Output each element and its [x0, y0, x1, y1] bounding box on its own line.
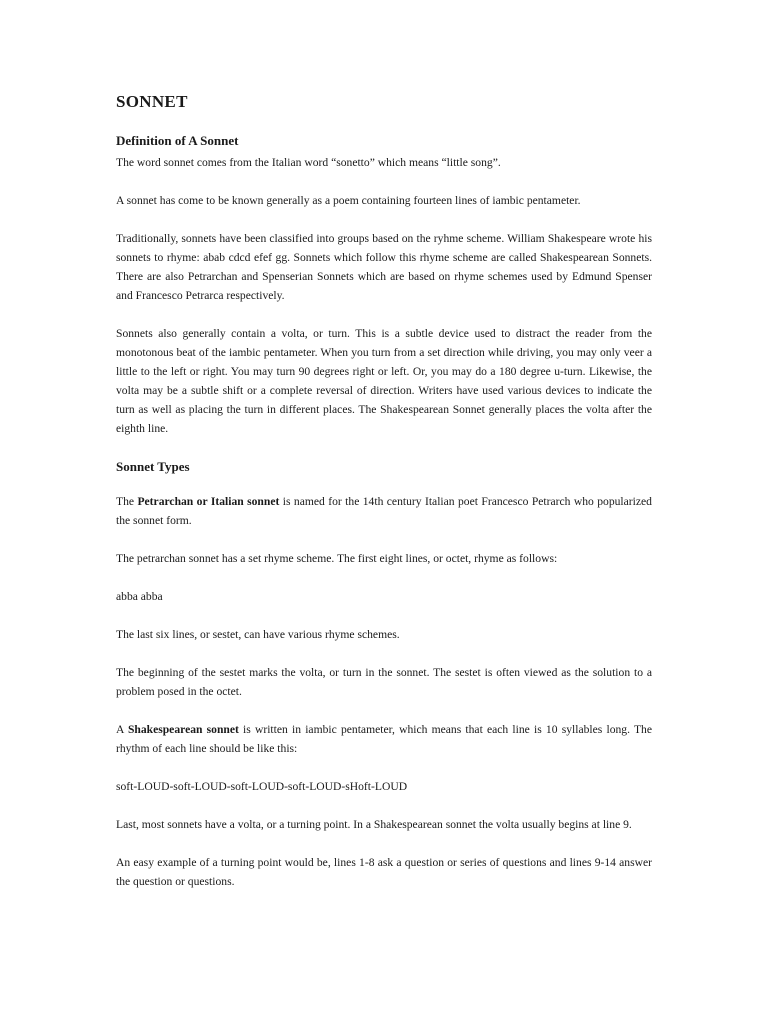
paragraph-sestet: The last six lines, or sestet, can have various rhyme schemes. — [116, 628, 400, 641]
paragraph-petrarchan-intro — [116, 492, 652, 530]
document-title: SONNET — [116, 92, 188, 111]
paragraph-sestet-volta: The beginning of the sestet marks the volta, or turn in the sonnet. The sestet is often viewed as the solution to a problem posed in the octet. — [116, 666, 652, 698]
paragraph-traditional-classification: Traditionally, sonnets have been classified into groups based on the ryhme scheme. William Shakespeare wrote his sonnets to rhyme: abab cdcd efef gg. Sonnets which follow this rhyme scheme are called Shakespearean Sonnets. There are also Petrarchan and Spenserian Sonnets which are based on rhyme schemes used by Edmund Spenser and Francesco Petrarca respectively. — [116, 232, 652, 302]
petrarchan-intro-text-start: The — [116, 495, 138, 508]
paragraph-last-volta: Last, most sonnets have a volta, or a turning point. In a Shakespearean sonnet the volta usually begins at line 9. — [116, 818, 632, 831]
definition-heading: Definition of A Sonnet — [116, 133, 239, 148]
shakespearean-intro-text-end: is written in iambic pentameter, which means that each line is 10 syllables long. The rhythm of each line should be like this: — [116, 723, 652, 755]
paragraph-turning-point-example: An easy example of a turning point would be, lines 1-8 ask a question or series of questions and lines 9-14 answer the question or questions. — [116, 856, 652, 888]
sonnet-types-heading: Sonnet Types — [116, 459, 190, 474]
paragraph-shakespearean-intro — [116, 720, 652, 758]
paragraph-volta: Sonnets also generally contain a volta, or turn. This is a subtle device used to distract the reader from the monotonous beat of the iambic pentameter. When you turn from a set direction while driving, you may only veer a little to the left or right. You may turn 90 degrees right or left. Or, you may do a 180 degree u-turn. Likewise, the volta may be a subtle shift or a complete reversal of direction. Writers have used various devices to indicate the turn as well as placing the turn in different places. The Shakespearean Sonnet generally places the volta after the eighth line. — [116, 327, 652, 435]
shakespearean-term: Shakespearean sonnet — [127, 723, 239, 736]
petrarchan-intro-text-end: is named for the 14th century Italian poet Francesco Petrarch who popularized the sonnet form. — [116, 495, 652, 527]
petrarchan-term: Petrarchan or Italian sonnet — [137, 495, 280, 508]
paragraph-word-origin: The word sonnet comes from the Italian word “sonetto” which means “little song”. — [116, 156, 501, 169]
document-body — [116, 92, 652, 910]
paragraph-rhythm: soft-LOUD-soft-LOUD-soft-LOUD-soft-LOUD-sHoft-LOUD — [116, 780, 408, 793]
paragraph-general-definition: A sonnet has come to be known generally as a poem containing fourteen lines of iambic pentameter. — [116, 194, 581, 207]
paragraph-abba: abba abba — [116, 590, 163, 603]
shakespearean-intro-text-start: A — [116, 723, 128, 736]
paragraph-petrarchan-scheme: The petrarchan sonnet has a set rhyme scheme. The first eight lines, or octet, rhyme as follows: — [116, 552, 558, 565]
